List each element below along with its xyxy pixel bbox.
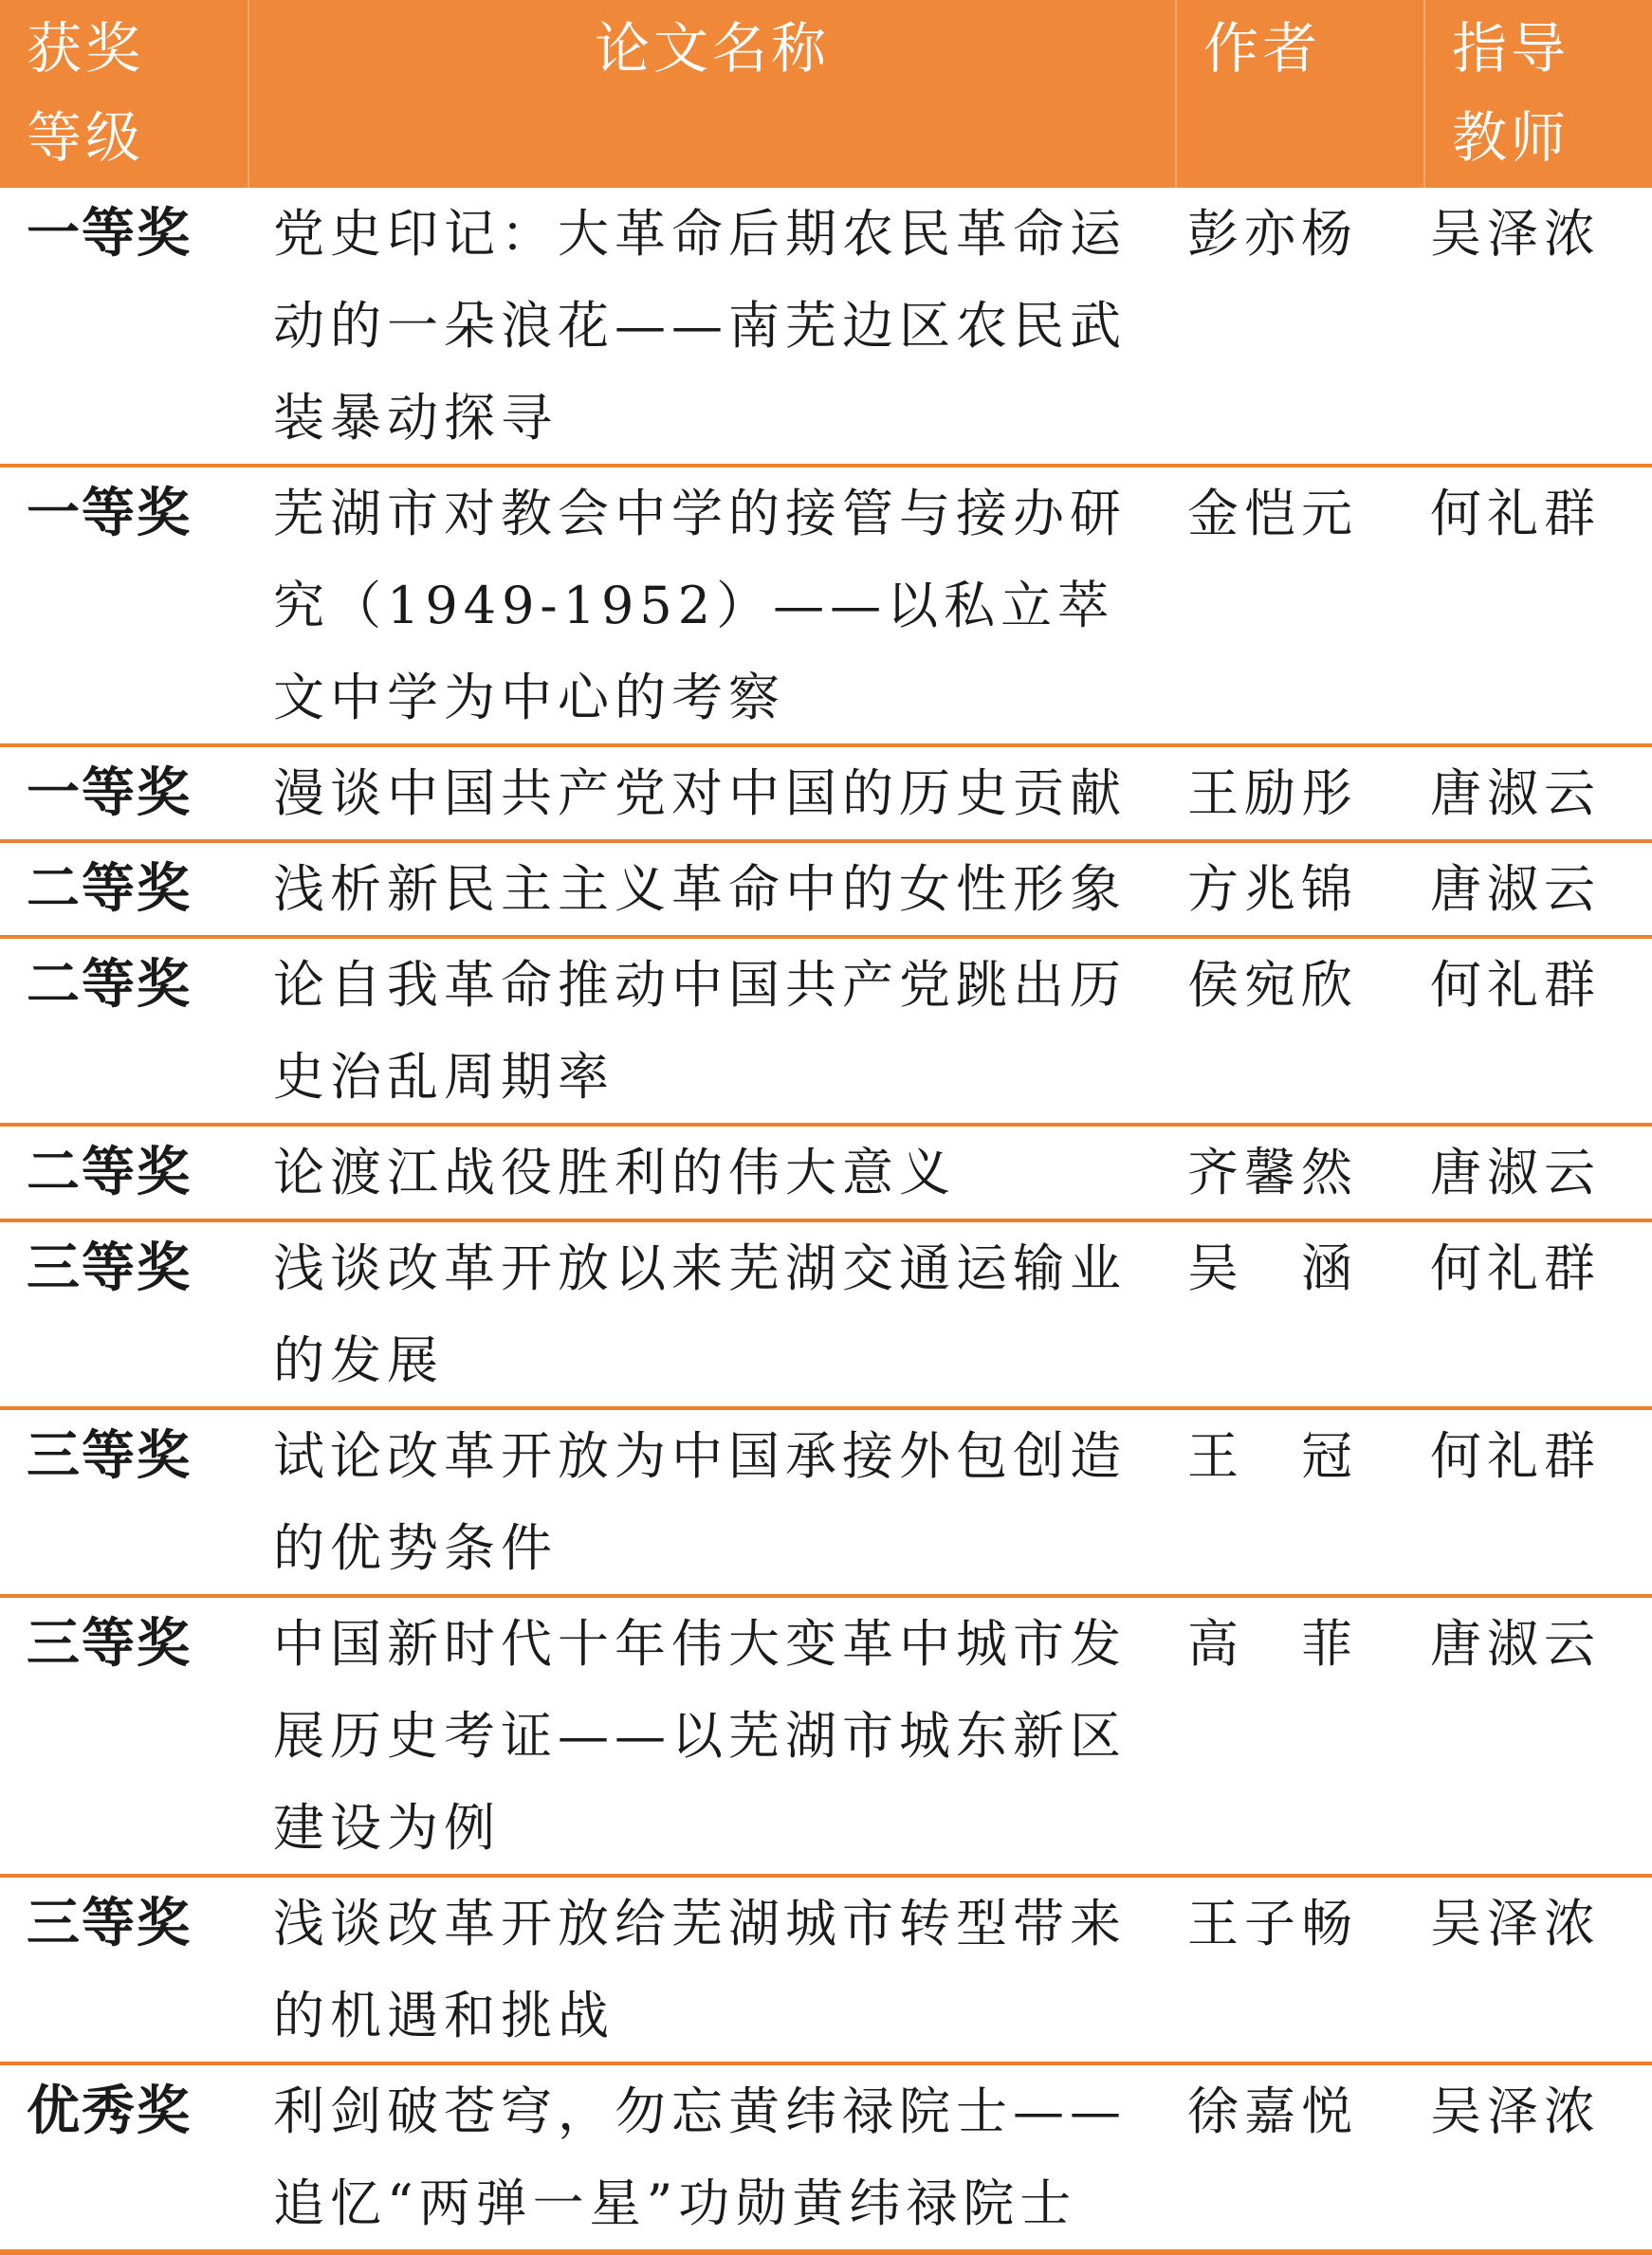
- award-level-cell: 一等奖: [0, 466, 248, 745]
- teacher-cell: 吴泽浓: [1424, 188, 1652, 466]
- teacher-cell: 何礼群: [1424, 1220, 1652, 1408]
- paper-title-cell: 试论改革开放为中国承接外包创造的优势条件: [248, 1408, 1176, 1596]
- award-level-cell: 三等奖: [0, 1596, 248, 1876]
- header-row: [0, 0, 1652, 188]
- header-author: 作者: [1176, 0, 1424, 188]
- award-level-cell: 优秀奖: [0, 2063, 248, 2252]
- header-teacher: 指导 教师: [1424, 0, 1652, 188]
- paper-title-cell: 芜湖市对教会中学的接管与接办研究（1949-1952）——以私立萃文中学为中心的考察: [248, 466, 1176, 745]
- author-cell: 齐馨然: [1176, 1125, 1424, 1220]
- teacher-cell: 唐淑云: [1424, 1596, 1652, 1876]
- table-row: [0, 1408, 1652, 1596]
- teacher-cell: 何礼群: [1424, 937, 1652, 1125]
- header-paper-title: 论文名称: [248, 0, 1176, 188]
- author-cell: 方兆锦: [1176, 841, 1424, 937]
- table-row: [0, 1220, 1652, 1408]
- table-row: [0, 1125, 1652, 1220]
- author-cell: 侯宛欣: [1176, 937, 1424, 1125]
- author-cell: 王励彤: [1176, 745, 1424, 841]
- paper-title-cell: 浅谈改革开放给芜湖城市转型带来的机遇和挑战: [248, 1876, 1176, 2063]
- award-level-cell: 二等奖: [0, 937, 248, 1125]
- teacher-cell: 唐淑云: [1424, 745, 1652, 841]
- award-level-cell: 二等奖: [0, 841, 248, 937]
- table-row: [0, 937, 1652, 1125]
- teacher-cell: 唐淑云: [1424, 1125, 1652, 1220]
- table-row: [0, 2063, 1652, 2252]
- paper-title-cell: 浅谈改革开放以来芜湖交通运输业的发展: [248, 1220, 1176, 1408]
- table-row: [0, 1876, 1652, 2063]
- paper-title-cell: 论自我革命推动中国共产党跳出历史治乱周期率: [248, 937, 1176, 1125]
- author-cell: 金恺元: [1176, 466, 1424, 745]
- teacher-cell: 何礼群: [1424, 466, 1652, 745]
- paper-title-cell: 利剑破苍穹，勿忘黄纬禄院士——追忆“两弹一星”功勋黄纬禄院士: [248, 2063, 1176, 2252]
- paper-title-cell: 中国新时代十年伟大变革中城市发展历史考证——以芜湖市城东新区建设为例: [248, 1596, 1176, 1876]
- paper-title-cell: 浅析新民主主义革命中的女性形象: [248, 841, 1176, 937]
- teacher-cell: 唐淑云: [1424, 841, 1652, 937]
- table-row: [0, 1596, 1652, 1876]
- author-cell: 彭亦杨: [1176, 188, 1424, 466]
- table-row: [0, 188, 1652, 466]
- award-level-cell: 三等奖: [0, 1220, 248, 1408]
- award-level-cell: 二等奖: [0, 1125, 248, 1220]
- award-level-cell: 一等奖: [0, 188, 248, 466]
- paper-title-cell: 党史印记：大革命后期农民革命运动的一朵浪花——南芜边区农民武装暴动探寻: [248, 188, 1176, 466]
- author-cell: 徐嘉悦: [1176, 2063, 1424, 2252]
- author-cell: 高 菲: [1176, 1596, 1424, 1876]
- paper-title-cell: 论渡江战役胜利的伟大意义: [248, 1125, 1176, 1220]
- header-award-level: 获奖 等级: [0, 0, 248, 188]
- table-row: [0, 745, 1652, 841]
- teacher-cell: 何礼群: [1424, 1408, 1652, 1596]
- author-cell: 王 冠: [1176, 1408, 1424, 1596]
- teacher-cell: 吴泽浓: [1424, 2063, 1652, 2252]
- author-cell: 吴 涵: [1176, 1220, 1424, 1408]
- table-row: [0, 466, 1652, 745]
- teacher-cell: 吴泽浓: [1424, 1876, 1652, 2063]
- award-level-cell: 一等奖: [0, 745, 248, 841]
- paper-title-cell: 漫谈中国共产党对中国的历史贡献: [248, 745, 1176, 841]
- award-level-cell: 三等奖: [0, 1408, 248, 1596]
- award-level-cell: 三等奖: [0, 1876, 248, 2063]
- author-cell: 王子畅: [1176, 1876, 1424, 2063]
- table-row: [0, 841, 1652, 937]
